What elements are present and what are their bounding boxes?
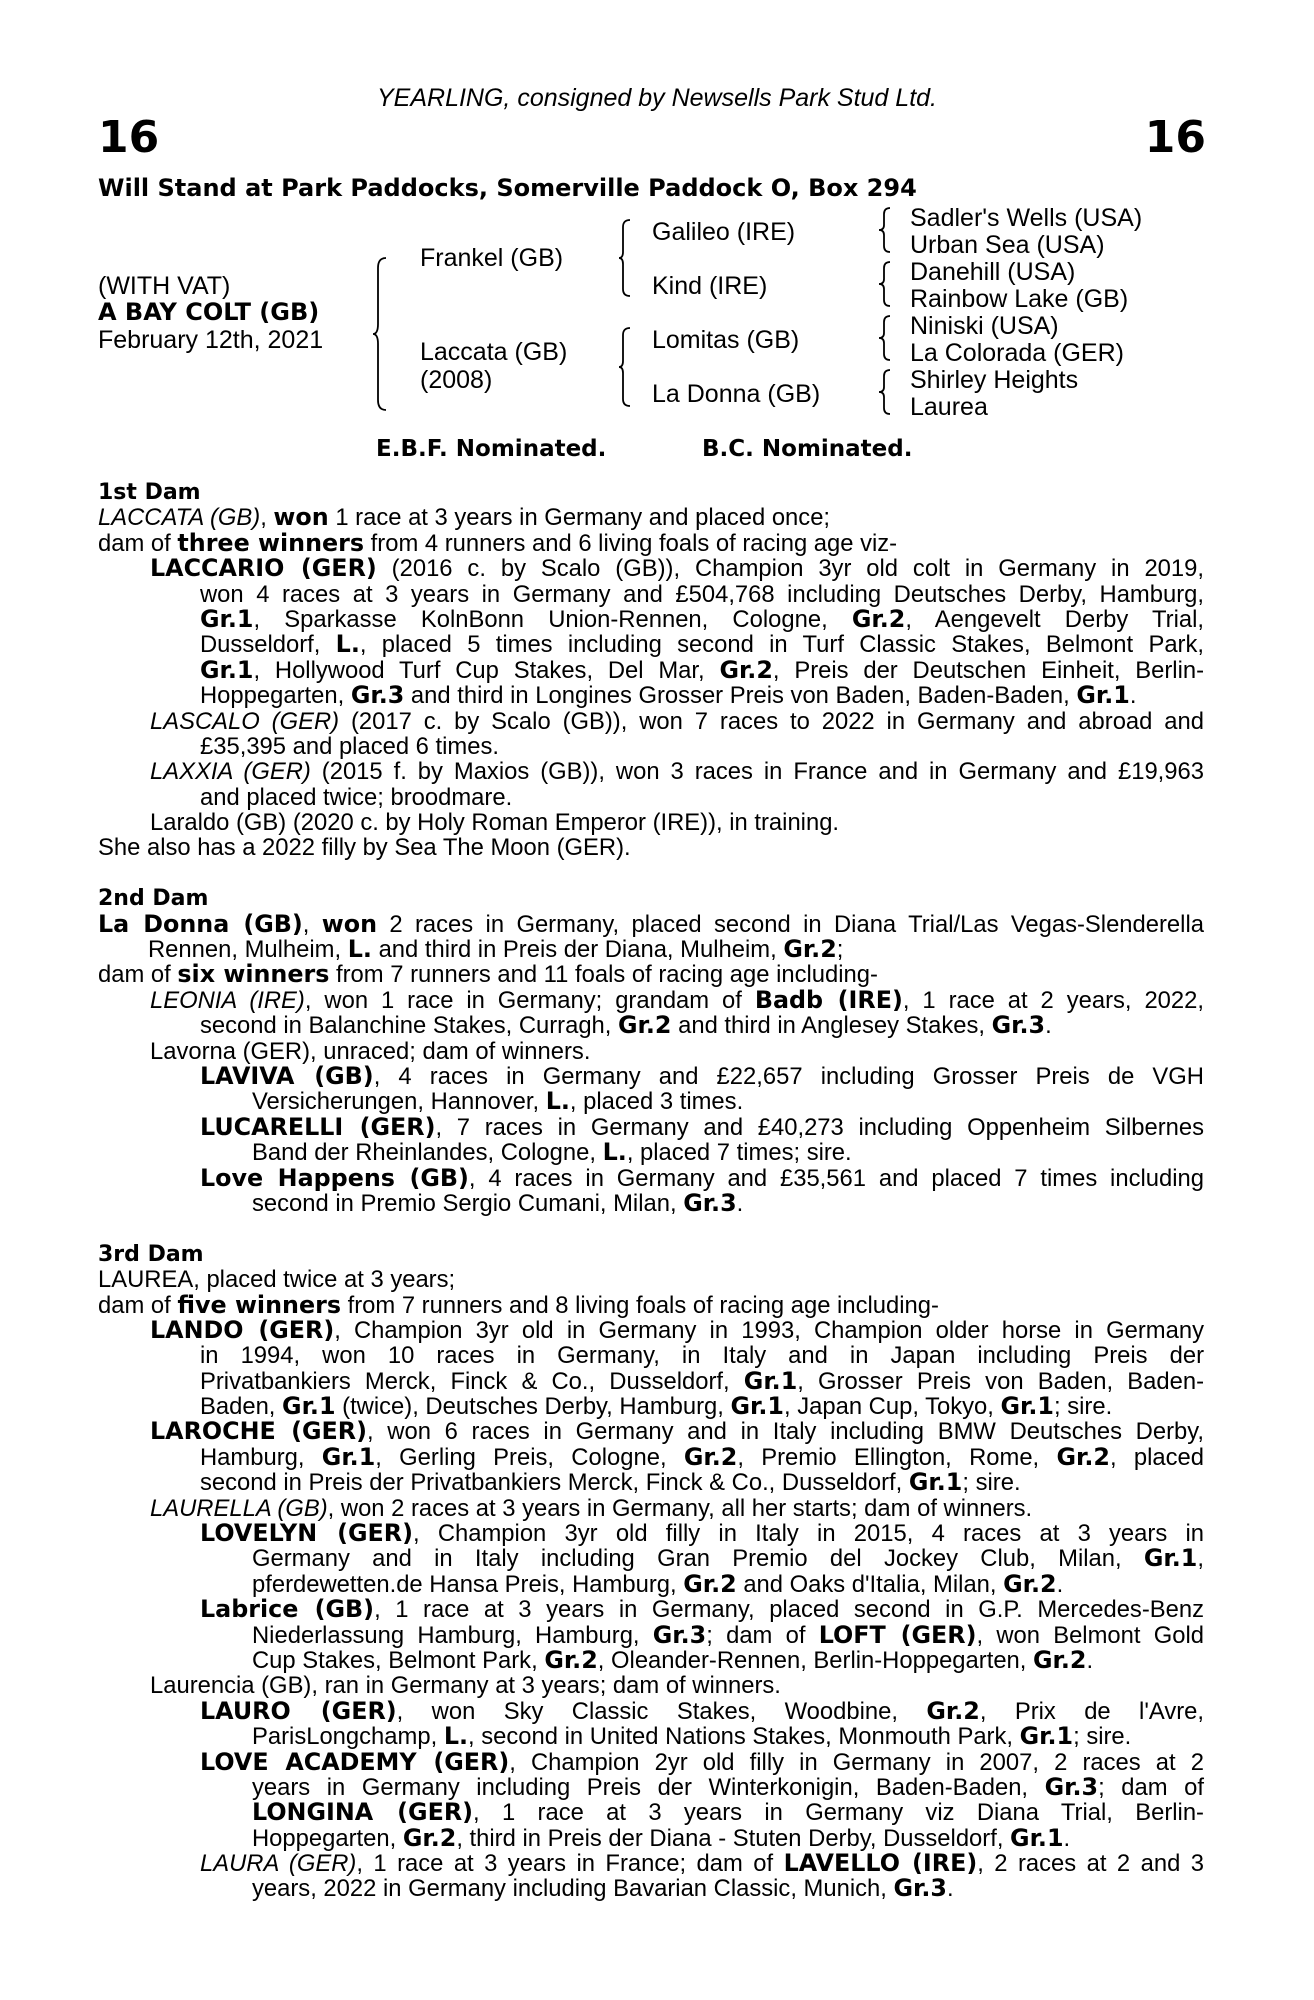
text-line: She also has a 2022 filly by Sea The Moon (GER). <box>98 834 631 862</box>
text-line: Hoppegarten, Gr.3 and third in Longines Grosser Preis von Baden, Baden-Baden, Gr.1. <box>200 681 1137 710</box>
text-line: Hoppegarten, Gr.2, third in Preis der Diana - Stuten Derby, Dusseldorf, Gr.1. <box>252 1823 1071 1852</box>
text-line: LAVIVA (GB), 4 races in Germany and £22,657 including Grosser Preis de VGH <box>200 1061 1204 1090</box>
text-line: Germany and in Italy including Gran Premio del Jockey Club, Milan, Gr.1, <box>252 1544 1204 1573</box>
text-line: won 4 races at 3 years in Germany and £504,768 including Deutsches Derby, Hamburg, <box>200 580 1204 608</box>
text-line: second in Balanchine Stakes, Curragh, Gr.2 and third in Anglesey Stakes, Gr.3. <box>200 1011 1052 1040</box>
pedigree-brace-main <box>372 256 392 412</box>
text-line: Labrice (GB), 1 race at 3 years in Germany, placed second in G.P. Mercedes-Benz <box>200 1595 1204 1624</box>
foaling-date: February 12th, 2021 <box>98 326 324 354</box>
text-line: LAURELLA (GB), won 2 races at 3 years in Germany, all her starts; dam of winners. <box>150 1494 1033 1522</box>
catalogue-body <box>98 480 1204 1902</box>
text-line: Gr.1, Sparkasse KolnBonn Union-Rennen, Cologne, Gr.2, Aengevelt Derby Trial, <box>200 604 1204 633</box>
text-line: LASCALO (GER) (2017 c. by Scalo (GB)), won 7 races to 2022 in Germany and abroad and <box>150 707 1204 735</box>
pedigree-brace-dd <box>878 368 894 416</box>
text-line: £35,395 and placed 6 times. <box>200 732 499 760</box>
text-line: Privatbankiers Merck, Finck & Co., Dusseldorf, Gr.1, Grosser Preis von Baden, Baden- <box>200 1366 1205 1395</box>
text-line: years, 2022 in Germany including Bavarian Classic, Munich, Gr.3. <box>252 1874 954 1903</box>
stand-location: Will Stand at Park Paddocks, Somerville Paddock O, Box 294 <box>98 174 917 202</box>
text-line: dam of six winners from 7 runners and 11 foals of racing age including- <box>98 960 878 989</box>
pedigree-sire-sire: Galileo (IRE) <box>652 218 796 246</box>
text-line: LOVE ACADEMY (GER), Champion 2yr old filly in Germany in 2007, 2 races at 2 <box>200 1747 1204 1776</box>
text-line: LAXXIA (GER) (2015 f. by Maxios (GB)), won 3 races in France and in Germany and £19,963 <box>150 758 1204 786</box>
text-line: LAROCHE (GER), won 6 races in Germany and in Italy including BMW Deutsches Derby, <box>150 1417 1205 1446</box>
section-heading-1st-dam: 1st Dam <box>98 480 201 505</box>
lot-number-right: 16 <box>1144 112 1206 163</box>
pedigree-brace-ds <box>878 314 894 362</box>
pedigree-sdd: Rainbow Lake (GB) <box>910 285 1129 313</box>
text-line: LOVELYN (GER), Champion 3yr old filly in Italy in 2015, 4 races at 3 years in <box>200 1519 1204 1548</box>
text-line: dam of three winners from 4 runners and 6 living foals of racing age viz- <box>98 528 898 557</box>
horse-name: A BAY COLT (GB) <box>98 298 320 326</box>
text-line: Band der Rheinlandes, Cologne, L., placed 7 times; sire. <box>252 1138 852 1167</box>
pedigree-dds: Shirley Heights <box>910 366 1079 394</box>
text-line: dam of five winners from 7 runners and 8 living foals of racing age including- <box>98 1290 939 1319</box>
pedigree-brace-sd <box>878 260 894 308</box>
pedigree-dam-dam: La Donna (GB) <box>652 380 821 408</box>
text-line: Versicherungen, Hannover, L., placed 3 times. <box>252 1087 744 1116</box>
text-line: LACCATA (GB), won 1 race at 3 years in Germany and placed once; <box>98 503 831 532</box>
pedigree-dss: Niniski (USA) <box>910 312 1059 340</box>
text-line: Laurencia (GB), ran in Germany at 3 years; dam of winners. <box>150 1672 781 1700</box>
text-line: LONGINA (GER), 1 race at 3 years in Germany viz Diana Trial, Berlin- <box>252 1798 1204 1827</box>
text-line: Lavorna (GER), unraced; dam of winners. <box>150 1037 591 1065</box>
text-line: Rennen, Mulheim, L. and third in Preis der Diana, Mulheim, Gr.2; <box>148 935 844 964</box>
vat-note: (WITH VAT) <box>98 272 231 300</box>
text-line: Hamburg, Gr.1, Gerling Preis, Cologne, Gr.2, Premio Ellington, Rome, Gr.2, placed <box>200 1442 1204 1471</box>
pedigree-dam-year: (2008) <box>420 366 493 394</box>
text-line: LUCARELLI (GER), 7 races in Germany and £40,273 including Oppenheim Silbernes <box>200 1112 1204 1141</box>
pedigree-ssd: Urban Sea (USA) <box>910 231 1105 259</box>
page-header: YEARLING, consigned by Newsells Park Stud Ltd. <box>377 84 937 112</box>
text-line: LANDO (GER), Champion 3yr old in Germany in 1993, Champion older horse in Germany <box>150 1315 1204 1344</box>
text-line: ParisLongchamp, L., second in United Nations Stakes, Monmouth Park, Gr.1; sire. <box>252 1722 1132 1751</box>
pedigree-ddd: Laurea <box>910 393 988 421</box>
text-line: Love Happens (GB), 4 races in Germany and £35,561 and placed 7 times including <box>200 1163 1204 1192</box>
pedigree-dam-sire: Lomitas (GB) <box>652 326 800 354</box>
text-line: years in Germany including Preis der Winterkonigin, Baden-Baden, Gr.3; dam of <box>252 1772 1204 1801</box>
pedigree-sss: Sadler's Wells (USA) <box>910 204 1143 232</box>
text-line: second in Preis der Privatbankiers Merck, Finck & Co., Dusseldorf, Gr.1; sire. <box>200 1468 1021 1497</box>
text-line: second in Premio Sergio Cumani, Milan, Gr.3. <box>252 1188 744 1217</box>
pedigree-sire: Frankel (GB) <box>420 244 564 272</box>
text-line: La Donna (GB), won 2 races in Germany, placed second in Diana Trial/Las Vegas-Slenderella <box>98 909 1204 938</box>
text-line: LAUREA, placed twice at 3 years; <box>98 1266 456 1294</box>
text-line: Gr.1, Hollywood Turf Cup Stakes, Del Mar, Gr.2, Preis der Deutschen Einheit, Berlin- <box>200 655 1205 684</box>
text-line: in 1994, won 10 races in Germany, in Italy and in Japan including Preis der <box>200 1342 1204 1370</box>
text-line: Cup Stakes, Belmont Park, Gr.2, Oleander-Rennen, Berlin-Hoppegarten, Gr.2. <box>252 1645 1094 1674</box>
lot-number-left: 16 <box>98 112 160 163</box>
pedigree-sds: Danehill (USA) <box>910 258 1076 286</box>
section-heading-3rd-dam: 3rd Dam <box>98 1241 204 1267</box>
pedigree-dsd: La Colorada (GER) <box>910 339 1124 367</box>
text-line: LAURA (GER), 1 race at 3 years in France; dam of LAVELLO (IRE), 2 races at 2 and 3 <box>200 1849 1204 1878</box>
bc-nomination: B.C. Nominated. <box>702 436 913 462</box>
pedigree-dam: Laccata (GB) <box>420 338 568 366</box>
text-line: pferdewetten.de Hansa Preis, Hamburg, Gr.2 and Oaks d'Italia, Milan, Gr.2. <box>252 1569 1064 1598</box>
text-line: Laraldo (GB) (2020 c. by Holy Roman Emperor (IRE)), in training. <box>150 809 840 837</box>
pedigree-brace-sire <box>618 218 634 298</box>
text-line: Dusseldorf, L., placed 5 times including second in Turf Classic Stakes, Belmont Park, <box>200 630 1204 659</box>
pedigree-brace-ss <box>878 206 894 254</box>
text-line: and placed twice; broodmare. <box>200 783 513 811</box>
ebf-nomination: E.B.F. Nominated. <box>376 436 607 462</box>
pedigree-sire-dam: Kind (IRE) <box>652 272 768 300</box>
text-line: LACCARIO (GER) (2016 c. by Scalo (GB)), Champion 3yr old colt in Germany in 2019, <box>150 554 1204 583</box>
section-heading-2nd-dam: 2nd Dam <box>98 886 209 912</box>
text-line: Niederlassung Hamburg, Hamburg, Gr.3; dam of LOFT (GER), won Belmont Gold <box>252 1620 1204 1649</box>
text-line: Baden, Gr.1 (twice), Deutsches Derby, Hamburg, Gr.1, Japan Cup, Tokyo, Gr.1; sire. <box>200 1392 1113 1421</box>
pedigree-brace-dam <box>618 326 634 408</box>
text-line: LEONIA (IRE), won 1 race in Germany; grandam of Badb (IRE), 1 race at 2 years, 2022, <box>150 985 1204 1014</box>
text-line: LAURO (GER), won Sky Classic Stakes, Woodbine, Gr.2, Prix de l'Avre, <box>200 1696 1204 1725</box>
